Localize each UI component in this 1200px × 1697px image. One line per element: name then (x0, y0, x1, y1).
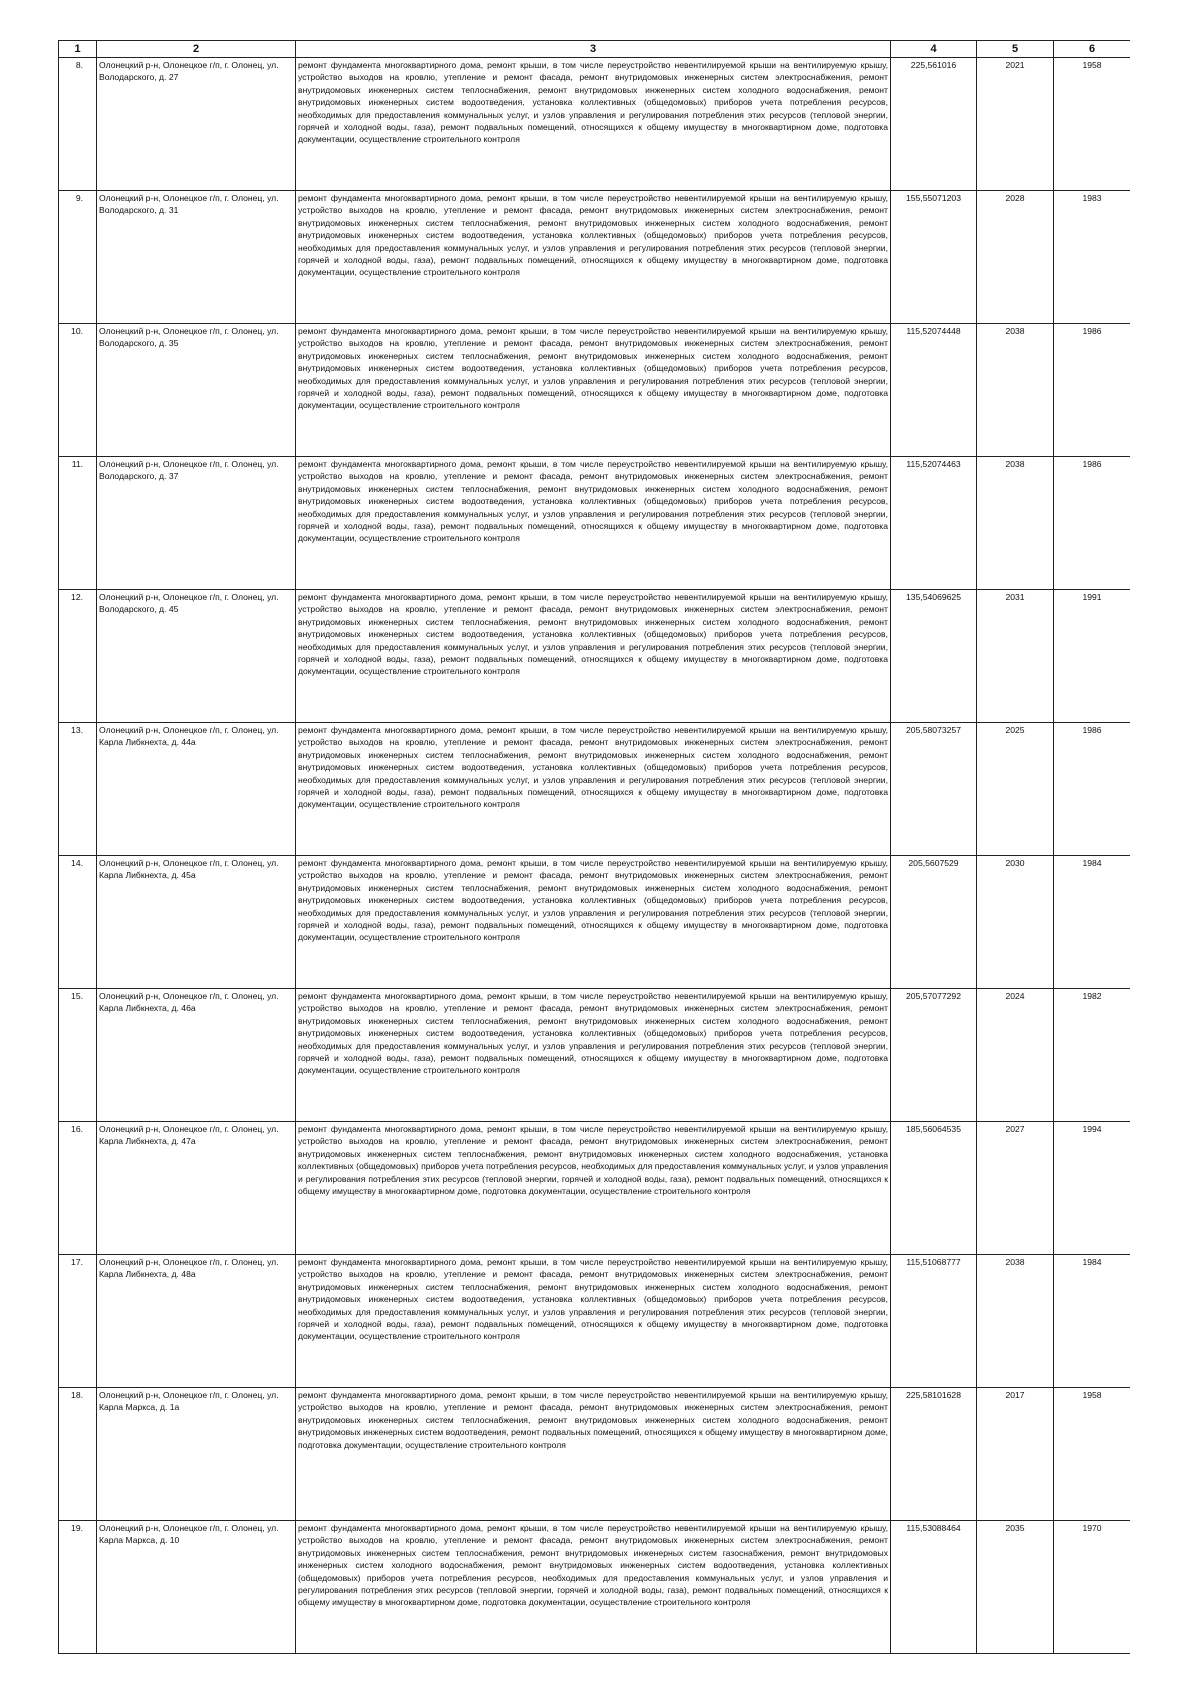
row-number: 16. (59, 1122, 97, 1255)
build-year-cell: 1983 (1054, 191, 1131, 324)
cost-cell: 205,57077292 (891, 989, 977, 1122)
cost-cell: 115,52074463 (891, 457, 977, 590)
cost-cell: 225,58101628 (891, 1388, 977, 1521)
cost-cell: 115,52074448 (891, 324, 977, 457)
year-cell: 2031 (977, 590, 1054, 723)
table-row (59, 457, 1131, 590)
cost-cell: 115,53088464 (891, 1521, 977, 1654)
address-cell: Олонецкий р-н, Олонецкое г/п, г. Олонец, ул. Карла Маркса, д. 10 (97, 1521, 296, 1654)
address-cell: Олонецкий р-н, Олонецкое г/п, г. Олонец, ул. Карла Либкнехта, д. 44а (97, 723, 296, 856)
build-year-cell: 1984 (1054, 1255, 1131, 1388)
row-number: 17. (59, 1255, 97, 1388)
cost-cell: 225,561016 (891, 58, 977, 191)
document-page (58, 40, 1130, 1672)
table-row (59, 1521, 1131, 1654)
column-header: 6 (1054, 41, 1131, 58)
address-cell: Олонецкий р-н, Олонецкое г/п, г. Олонец, ул. Володарского, д. 35 (97, 324, 296, 457)
column-header: 5 (977, 41, 1054, 58)
address-cell: Олонецкий р-н, Олонецкое г/п, г. Олонец, ул. Володарского, д. 31 (97, 191, 296, 324)
year-cell: 2038 (977, 1255, 1054, 1388)
build-year-cell: 1958 (1054, 1388, 1131, 1521)
address-cell: Олонецкий р-н, Олонецкое г/п, г. Олонец, ул. Карла Либкнехта, д. 45а (97, 856, 296, 989)
works-cell: ремонт фундамента многоквартирного дома, ремонт крыши, в том числе переустройство невентилируемой крыши на вентилируемую крышу, устройство выходов на кровлю, утепление и ремонт фасада, ремонт внутридомовых инженерных систем электроснабжения, ремонт внутридомовых инженерных систем теплоснабжения, ремонт внутридомовых инженерных систем холодного водоснабжения, ремонт внутридомовых инженерных систем водоотведения, установка коллективных (общедомовых) приборов учета потребления ресурсов, необходимых для предоставления коммунальных услуг, и узлов управления и регулирования потребления этих ресурсов (тепловой энергии, горячей и холодной воды, газа), ремонт подвальных помещений, относящихся к общему имуществу в многоквартирном доме, подготовка документации, осуществление строительного контроля (296, 856, 891, 989)
year-cell: 2025 (977, 723, 1054, 856)
build-year-cell: 1986 (1054, 723, 1131, 856)
table-row (59, 191, 1131, 324)
table-row (59, 989, 1131, 1122)
address-cell: Олонецкий р-н, Олонецкое г/п, г. Олонец, ул. Карла Либкнехта, д. 46а (97, 989, 296, 1122)
row-number: 11. (59, 457, 97, 590)
column-header: 3 (296, 41, 891, 58)
repair-program-table (58, 40, 1130, 1654)
table-row (59, 58, 1131, 191)
table-row (59, 1255, 1131, 1388)
row-number: 14. (59, 856, 97, 989)
table-row (59, 324, 1131, 457)
year-cell: 2027 (977, 1122, 1054, 1255)
year-cell: 2017 (977, 1388, 1054, 1521)
header-row (59, 41, 1131, 58)
year-cell: 2035 (977, 1521, 1054, 1654)
row-number: 19. (59, 1521, 97, 1654)
address-cell: Олонецкий р-н, Олонецкое г/п, г. Олонец, ул. Карла Либкнехта, д. 47а (97, 1122, 296, 1255)
works-cell: ремонт фундамента многоквартирного дома, ремонт крыши, в том числе переустройство невентилируемой крыши на вентилируемую крышу, устройство выходов на кровлю, утепление и ремонт фасада, ремонт внутридомовых инженерных систем электроснабжения, ремонт внутридомовых инженерных систем теплоснабжения, ремонт внутридомовых инженерных систем холодного водоснабжения, ремонт внутридомовых инженерных систем водоотведения, ремонт подвальных помещений, относящихся к общему имуществу в многоквартирном доме, подготовка документации, осуществление строительного контроля (296, 1388, 891, 1521)
build-year-cell: 1984 (1054, 856, 1131, 989)
build-year-cell: 1958 (1054, 58, 1131, 191)
column-header: 1 (59, 41, 97, 58)
build-year-cell: 1986 (1054, 457, 1131, 590)
works-cell: ремонт фундамента многоквартирного дома, ремонт крыши, в том числе переустройство невентилируемой крыши на вентилируемую крышу, устройство выходов на кровлю, утепление и ремонт фасада, ремонт внутридомовых инженерных систем электроснабжения, ремонт внутридомовых инженерных систем теплоснабжения, ремонт внутридомовых инженерных систем холодного водоснабжения, ремонт внутридомовых инженерных систем водоотведения, установка коллективных (общедомовых) приборов учета потребления ресурсов, необходимых для предоставления коммунальных услуг, и узлов управления и регулирования потребления этих ресурсов (тепловой энергии, горячей и холодной воды, газа), ремонт подвальных помещений, относящихся к общему имуществу в многоквартирном доме, подготовка документации, осуществление строительного контроля (296, 989, 891, 1122)
cost-cell: 205,58073257 (891, 723, 977, 856)
year-cell: 2038 (977, 324, 1054, 457)
address-cell: Олонецкий р-н, Олонецкое г/п, г. Олонец, ул. Карла Маркса, д. 1а (97, 1388, 296, 1521)
works-cell: ремонт фундамента многоквартирного дома, ремонт крыши, в том числе переустройство невентилируемой крыши на вентилируемую крышу, устройство выходов на кровлю, утепление и ремонт фасада, ремонт внутридомовых инженерных систем электроснабжения, ремонт внутридомовых инженерных систем теплоснабжения, ремонт внутридомовых инженерных систем холодного водоснабжения, установка коллективных (общедомовых) приборов учета потребления ресурсов, необходимых для предоставления коммунальных услуг, и узлов управления и регулирования потребления этих ресурсов (тепловой энергии, горячей и холодной воды, газа), ремонт подвальных помещений, относящихся к общему имуществу в многоквартирном доме, подготовка документации, осуществление строительного контроля (296, 1122, 891, 1255)
address-cell: Олонецкий р-н, Олонецкое г/п, г. Олонец, ул. Володарского, д. 37 (97, 457, 296, 590)
table-row (59, 590, 1131, 723)
row-number: 9. (59, 191, 97, 324)
build-year-cell: 1982 (1054, 989, 1131, 1122)
row-number: 10. (59, 324, 97, 457)
works-cell: ремонт фундамента многоквартирного дома, ремонт крыши, в том числе переустройство невентилируемой крыши на вентилируемую крышу, устройство выходов на кровлю, утепление и ремонт фасада, ремонт внутридомовых инженерных систем электроснабжения, ремонт внутридомовых инженерных систем теплоснабжения, ремонт внутридомовых инженерных систем холодного водоснабжения, ремонт внутридомовых инженерных систем водоотведения, установка коллективных (общедомовых) приборов учета потребления ресурсов, необходимых для предоставления коммунальных услуг, и узлов управления и регулирования потребления этих ресурсов (тепловой энергии, горячей и холодной воды, газа), ремонт подвальных помещений, относящихся к общему имуществу в многоквартирном доме, подготовка документации, осуществление строительного контроля (296, 590, 891, 723)
cost-cell: 185,56064535 (891, 1122, 977, 1255)
works-cell: ремонт фундамента многоквартирного дома, ремонт крыши, в том числе переустройство невентилируемой крыши на вентилируемую крышу, устройство выходов на кровлю, утепление и ремонт фасада, ремонт внутридомовых инженерных систем электроснабжения, ремонт внутридомовых инженерных систем теплоснабжения, ремонт внутридомовых инженерных систем холодного водоснабжения, ремонт внутридомовых инженерных систем водоотведения, установка коллективных (общедомовых) приборов учета потребления ресурсов, необходимых для предоставления коммунальных услуг, и узлов управления и регулирования потребления этих ресурсов (тепловой энергии, горячей и холодной воды, газа), ремонт подвальных помещений, относящихся к общему имуществу в многоквартирном доме, подготовка документации, осуществление строительного контроля (296, 457, 891, 590)
cost-cell: 205,5607529 (891, 856, 977, 989)
build-year-cell: 1994 (1054, 1122, 1131, 1255)
table-row (59, 1388, 1131, 1521)
build-year-cell: 1991 (1054, 590, 1131, 723)
year-cell: 2028 (977, 191, 1054, 324)
row-number: 18. (59, 1388, 97, 1521)
works-cell: ремонт фундамента многоквартирного дома, ремонт крыши, в том числе переустройство невентилируемой крыши на вентилируемую крышу, устройство выходов на кровлю, утепление и ремонт фасада, ремонт внутридомовых инженерных систем электроснабжения, ремонт внутридомовых инженерных систем теплоснабжения, ремонт внутридомовых инженерных систем холодного водоснабжения, ремонт внутридомовых инженерных систем водоотведения, установка коллективных (общедомовых) приборов учета потребления ресурсов, необходимых для предоставления коммунальных услуг, и узлов управления и регулирования потребления этих ресурсов (тепловой энергии, горячей и холодной воды, газа), ремонт подвальных помещений, относящихся к общему имуществу в многоквартирном доме, подготовка документации, осуществление строительного контроля (296, 324, 891, 457)
column-header: 4 (891, 41, 977, 58)
works-cell: ремонт фундамента многоквартирного дома, ремонт крыши, в том числе переустройство невентилируемой крыши на вентилируемую крышу, устройство выходов на кровлю, утепление и ремонт фасада, ремонт внутридомовых инженерных систем электроснабжения, ремонт внутридомовых инженерных систем теплоснабжения, ремонт внутридомовых инженерных систем холодного водоснабжения, ремонт внутридомовых инженерных систем водоотведения, установка коллективных (общедомовых) приборов учета потребления ресурсов, необходимых для предоставления коммунальных услуг, и узлов управления и регулирования потребления этих ресурсов (тепловой энергии, горячей и холодной воды, газа), ремонт подвальных помещений, относящихся к общему имуществу в многоквартирном доме, подготовка документации, осуществление строительного контроля (296, 191, 891, 324)
address-cell: Олонецкий р-н, Олонецкое г/п, г. Олонец, ул. Володарского, д. 27 (97, 58, 296, 191)
works-cell: ремонт фундамента многоквартирного дома, ремонт крыши, в том числе переустройство невентилируемой крыши на вентилируемую крышу, устройство выходов на кровлю, утепление и ремонт фасада, ремонт внутридомовых инженерных систем электроснабжения, ремонт внутридомовых инженерных систем теплоснабжения, ремонт внутридомовых инженерных систем холодного водоснабжения, ремонт внутридомовых инженерных систем водоотведения, установка коллективных (общедомовых) приборов учета потребления ресурсов, необходимых для предоставления коммунальных услуг, и узлов управления и регулирования потребления этих ресурсов (тепловой энергии, горячей и холодной воды, газа), ремонт подвальных помещений, относящихся к общему имуществу в многоквартирном доме, подготовка документации, осуществление строительного контроля (296, 58, 891, 191)
cost-cell: 155,55071203 (891, 191, 977, 324)
works-cell: ремонт фундамента многоквартирного дома, ремонт крыши, в том числе переустройство невентилируемой крыши на вентилируемую крышу, устройство выходов на кровлю, утепление и ремонт фасада, ремонт внутридомовых инженерных систем электроснабжения, ремонт внутридомовых инженерных систем теплоснабжения, ремонт внутридомовых инженерных систем газоснабжения, ремонт внутридомовых инженерных систем холодного водоснабжения, ремонт внутридомовых инженерных систем водоотведения, установка коллективных (общедомовых) приборов учета потребления ресурсов, необходимых для предоставления коммунальных услуг, и узлов управления и регулирования потребления этих ресурсов (тепловой энергии, горячей и холодной воды, газа), ремонт подвальных помещений, относящихся к общему имуществу в многоквартирном доме, подготовка документации, осуществление строительного контроля (296, 1521, 891, 1654)
cost-cell: 115,51068777 (891, 1255, 977, 1388)
year-cell: 2030 (977, 856, 1054, 989)
cost-cell: 135,54069625 (891, 590, 977, 723)
table-row (59, 723, 1131, 856)
build-year-cell: 1986 (1054, 324, 1131, 457)
row-number: 15. (59, 989, 97, 1122)
year-cell: 2021 (977, 58, 1054, 191)
build-year-cell: 1970 (1054, 1521, 1131, 1654)
row-number: 8. (59, 58, 97, 191)
row-number: 13. (59, 723, 97, 856)
works-cell: ремонт фундамента многоквартирного дома, ремонт крыши, в том числе переустройство невентилируемой крыши на вентилируемую крышу, устройство выходов на кровлю, утепление и ремонт фасада, ремонт внутридомовых инженерных систем электроснабжения, ремонт внутридомовых инженерных систем теплоснабжения, ремонт внутридомовых инженерных систем холодного водоснабжения, ремонт внутридомовых инженерных систем водоотведения, установка коллективных (общедомовых) приборов учета потребления ресурсов, необходимых для предоставления коммунальных услуг, и узлов управления и регулирования потребления этих ресурсов (тепловой энергии, горячей и холодной воды, газа), ремонт подвальных помещений, относящихся к общему имуществу в многоквартирном доме, подготовка документации, осуществление строительного контроля (296, 723, 891, 856)
address-cell: Олонецкий р-н, Олонецкое г/п, г. Олонец, ул. Володарского, д. 45 (97, 590, 296, 723)
year-cell: 2024 (977, 989, 1054, 1122)
table-row (59, 856, 1131, 989)
table-row (59, 1122, 1131, 1255)
address-cell: Олонецкий р-н, Олонецкое г/п, г. Олонец, ул. Карла Либкнехта, д. 48а (97, 1255, 296, 1388)
year-cell: 2038 (977, 457, 1054, 590)
works-cell: ремонт фундамента многоквартирного дома, ремонт крыши, в том числе переустройство невентилируемой крыши на вентилируемую крышу, устройство выходов на кровлю, утепление и ремонт фасада, ремонт внутридомовых инженерных систем электроснабжения, ремонт внутридомовых инженерных систем теплоснабжения, ремонт внутридомовых инженерных систем холодного водоснабжения, ремонт внутридомовых инженерных систем водоотведения, установка коллективных (общедомовых) приборов учета потребления ресурсов, необходимых для предоставления коммунальных услуг, и узлов управления и регулирования потребления этих ресурсов (тепловой энергии, горячей и холодной воды, газа), ремонт подвальных помещений, относящихся к общему имуществу в многоквартирном доме, подготовка документации, осуществление строительного контроля (296, 1255, 891, 1388)
row-number: 12. (59, 590, 97, 723)
column-header: 2 (97, 41, 296, 58)
